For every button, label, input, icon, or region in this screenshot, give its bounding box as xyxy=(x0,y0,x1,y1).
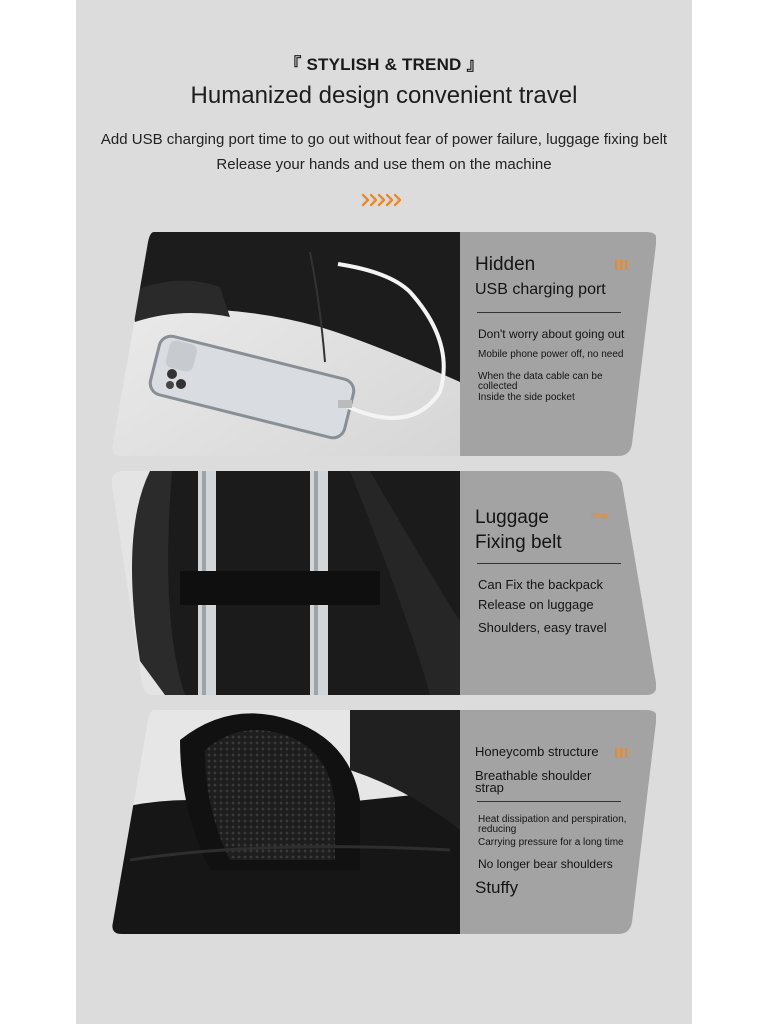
feature-card-usb xyxy=(110,232,656,456)
feature-text: Heat dissipation and perspiration, reducing xyxy=(478,814,627,835)
feature-text: Mobile phone power off, no need xyxy=(478,349,624,360)
feature-title: Luggage xyxy=(475,507,549,528)
feature-subtitle: USB charging port xyxy=(475,281,606,298)
section-headline: Humanized design convenient travel xyxy=(190,82,578,109)
bars-icon xyxy=(615,260,629,270)
description-line-1: Add USB charging port time to go out without fear of power failure, luggage fixing belt xyxy=(100,131,668,148)
feature-text: No longer bear shoulders xyxy=(478,857,613,871)
feature-card-luggage-belt xyxy=(110,471,656,695)
feature-title-2: Fixing belt xyxy=(475,532,562,553)
description-line-2: Release your hands and use them on the machine xyxy=(216,156,552,173)
feature-text: Carrying pressure for a long time xyxy=(478,837,624,848)
feature-subtitle: Breathable shoulder strap xyxy=(475,768,592,795)
divider xyxy=(477,312,621,313)
feature-text: Don't worry about going out xyxy=(478,327,625,341)
product-detail-page xyxy=(76,0,692,1024)
strap-badge: Strap xyxy=(591,513,608,520)
feature-title: Hidden xyxy=(475,254,536,275)
feature-text: Can Fix the backpack xyxy=(478,577,604,592)
feature-card-shoulder-strap xyxy=(110,710,656,934)
feature-text: Inside the side pocket xyxy=(478,392,575,403)
divider xyxy=(477,563,621,564)
chevrons-right-icon xyxy=(361,193,409,207)
feature-text: Shoulders, easy travel xyxy=(478,620,607,635)
divider xyxy=(477,801,621,802)
feature-text: When the data cable can be collected xyxy=(478,371,603,392)
feature-text: Stuffy xyxy=(475,878,519,897)
section-tag: 『 STYLISH & TREND 』 xyxy=(284,55,484,74)
feature-title: Honeycomb structure xyxy=(475,744,599,759)
bars-icon xyxy=(615,748,629,758)
feature-text: Release on luggage xyxy=(478,597,594,612)
